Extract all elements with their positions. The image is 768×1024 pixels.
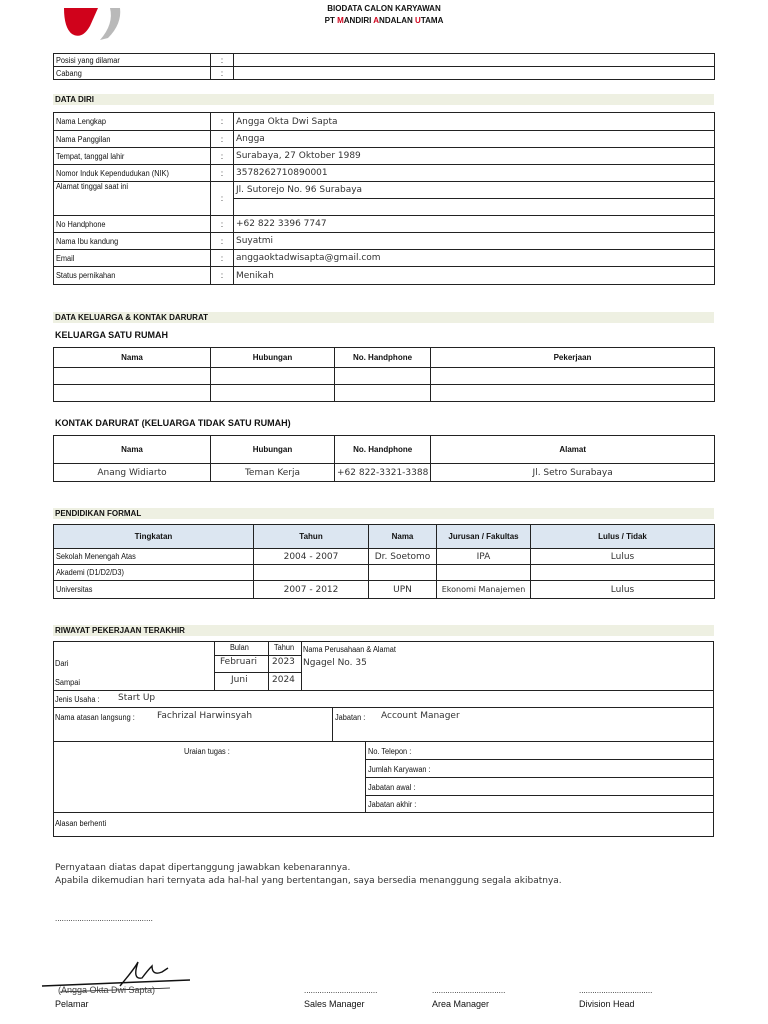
section-education-title: PENDIDIKAN FORMAL <box>53 508 714 519</box>
full-name-value: Angga Okta Dwi Sapta <box>234 113 715 131</box>
company-name: PT MANDIRI ANDALAN UTAMA <box>324 16 444 25</box>
statement-line-2: Apabila dikemudian hari ternyata ada hal-hal yang bertentangan, saya bersedia menanggung segala akibatnya. <box>55 876 562 886</box>
table-row <box>54 368 715 385</box>
emergency-table <box>53 435 715 482</box>
table-row: Status pernikahan : Menikah <box>54 267 715 285</box>
position-input[interactable] <box>234 54 715 67</box>
applicant-name: (Angga Okta Dwi Sapta) <box>58 985 156 995</box>
company-logo <box>60 4 126 44</box>
table-row: Sekolah Menengah Atas 2004 - 2007 Dr. Soetomo IPA Lulus <box>54 549 715 565</box>
section-personal-title: DATA DIRI <box>53 94 714 105</box>
table-row <box>54 385 715 402</box>
table-row: Akademi (D1/D2/D3) <box>54 565 715 581</box>
position-table <box>53 53 715 80</box>
table-row: Universitas 2007 - 2012 UPN Ekonomi Manajemen Lulus <box>54 581 715 599</box>
statement-line-1: Pernyataan diatas dapat dipertanggung jawabkan kebenarannya. <box>55 863 351 873</box>
table-header-row: Nama Hubungan No. Handphone Alamat <box>54 436 715 464</box>
table-row: Nama Ibu kandung : Suyatmi <box>54 233 715 250</box>
table-header-row: Tingkatan Tahun Nama Jurusan / Fakultas Lulus / Tidak <box>54 525 715 549</box>
table-row: Nama Lengkap : Angga Okta Dwi Sapta <box>54 113 715 131</box>
job-position-value: Account Manager <box>381 711 460 721</box>
supervisor-value: Fachrizal Harwinsyah <box>157 711 253 721</box>
household-title: KELUARGA SATU RUMAH <box>55 330 168 340</box>
table-row: Nama Panggilan : Angga <box>54 131 715 148</box>
emergency-title: KONTAK DARURAT (KELUARGA TIDAK SATU RUMAH) <box>55 418 291 428</box>
applicant-role: Pelamar <box>55 999 89 1009</box>
table-row: No Handphone : +62 822 3396 7747 <box>54 216 715 233</box>
household-table <box>53 347 715 402</box>
table-row: Email : anggaoktadwisapta@gmail.com <box>54 250 715 267</box>
table-header-row: Nama Hubungan No. Handphone Pekerjaan <box>54 348 715 368</box>
branch-input[interactable] <box>234 67 715 80</box>
personal-table <box>53 112 715 285</box>
email-value: anggaoktadwisapta@gmail.com <box>234 250 715 267</box>
education-table <box>53 524 715 599</box>
table-row: Tempat, tanggal lahir : Surabaya, 27 Oktober 1989 <box>54 148 715 165</box>
company-address: Ngagel No. 35 <box>303 658 367 668</box>
table-row: Cabang : <box>54 67 715 80</box>
table-row: Alamat tinggal saat ini : Jl. Sutorejo No. 96 Surabaya <box>54 182 715 199</box>
area-manager-signature: Area Manager <box>432 999 490 1009</box>
table-row: Anang Widiarto Teman Kerja +62 822-3321-3388 Jl. Setro Surabaya <box>54 464 715 482</box>
sales-manager-signature: Sales Manager <box>304 999 365 1009</box>
document-title: BIODATA CALON KARYAWAN <box>327 4 441 13</box>
division-head-signature: Division Head <box>579 999 635 1009</box>
section-family-title: DATA KELUARGA & KONTAK DARURAT <box>53 312 714 323</box>
table-row: Nomor Induk Kependudukan (NIK) : 3578262710890001 <box>54 165 715 182</box>
date-line: ............................................ <box>55 914 153 923</box>
table-row: Posisi yang dilamar : <box>54 54 715 67</box>
section-work-title: RIWAYAT PEKERJAAN TERAKHIR <box>53 625 714 636</box>
